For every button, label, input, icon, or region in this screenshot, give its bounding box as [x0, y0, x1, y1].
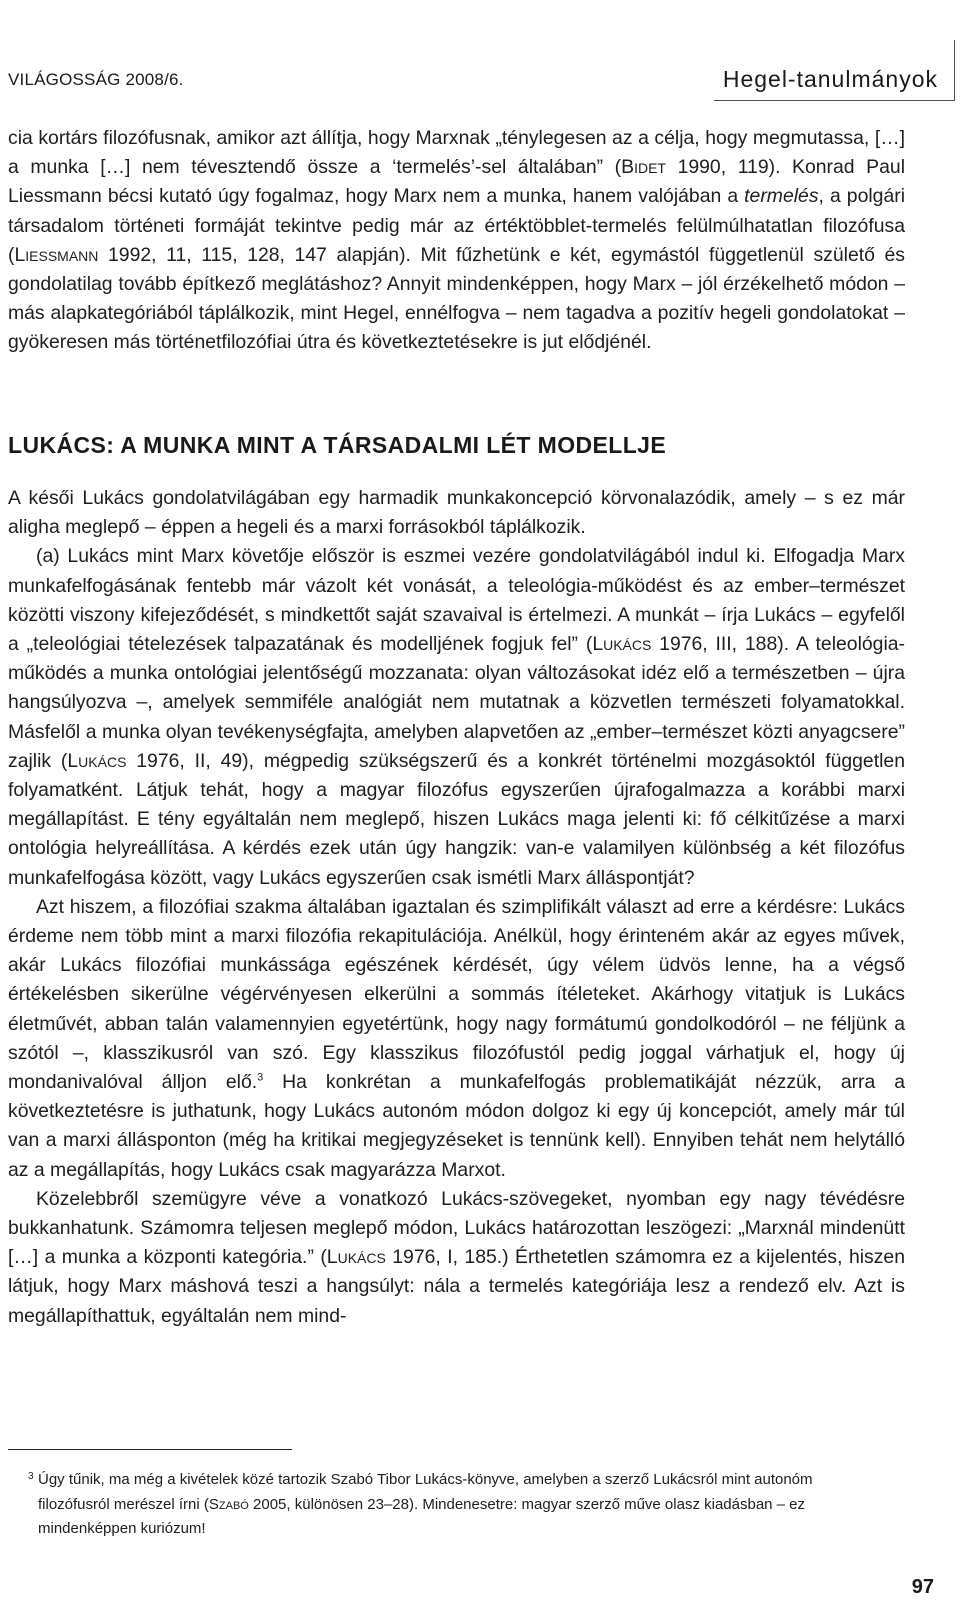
footnote-separator — [8, 1449, 292, 1450]
body-continuation — [8, 124, 905, 358]
footnote — [28, 1468, 888, 1542]
section-heading: LUKÁCS: A MUNKA MINT A TÁRSADALMI LÉT MODELLJE — [8, 432, 667, 458]
header-rule-vertical — [954, 40, 955, 100]
paragraph-intro: A késői Lukács gondolatvilágában egy harmadik munkakoncepció körvonalazódik, amely – s ez már aligha meglepő – éppen a hegeli és a marxi forrásokból táplálkozik. — [8, 487, 905, 539]
footnote-number: 3 — [28, 1471, 34, 1482]
text-run: Úgy tűnik, ma még a kivételek közé tartozik Szabó Tibor Lukács-könyve, amelyben a szerző Lukácsról mint autonóm filozófusról merészel írni ( — [38, 1471, 813, 1513]
text-run: , a polgári társadalom történeti formáját tekintve pedig már az értéktöbblet-termelés felülmúlhatatlan filozófusa ( — [8, 185, 906, 266]
citation-author-bidet: Bidet — [621, 156, 666, 179]
paragraph-lukacs-marx — [8, 542, 905, 892]
section-running-header: Hegel-tanulmányok — [722, 66, 938, 92]
text-run: 1976, III, 188). A teleológia-működés a munka ontológiai jelentőségű mozzanata: olyan változásokat idéz elő a természetben – újra hangsúlyozva –, amelyek semmiféle analógiát nem mutatnak a közvetlen természeti folyamatokkal. Másfelől a munka olyan tevékenységfajta, amelyben alapvetően az „ember–természet közti anyagcsere” zajlik ( — [8, 633, 905, 772]
paragraph-continuation — [8, 124, 905, 358]
text-run: Közelebbről szemügyre véve a vonatkozó Lukács-szövegeket, nyomban egy nagy tévédésre bukkanhatunk. Számomra teljesen meglepő módon, Lukács határozottan leszögezi: „Marxnál mindenütt […] a munka a központi kategória.” ( — [8, 1187, 905, 1269]
text-run: (a) Lukács mint Marx követője először is eszmei vezére gondolatvilágából indul ki. Elfogadja Marx munkafelfogásának fentebb már vázolt két vonását, a teleológia-működést és az ember–természet közötti viszony kifejeződését, s mindkettőt saját szavaival is értelmezi. A munkát – írja Lukács – egyfelől a „teleológiai tételezések talpazatának és modelljének fogjuk fel” ( — [8, 545, 905, 656]
journal-issue-header: VILÁGOSSÁG 2008/6. — [8, 70, 184, 89]
text-run: 1976, II, 49), mégpedig szükségszerű és a konkrét történelmi mozgásoktól független folyamatként. Látjuk tehát, hogy a magyar filozófus egyszerűen újrafogalmazza a korábbi marxi megállapítást. E tény egyáltalán nem meglepő, hiszen Lukács maga jelenti ki: fő célkitűzése a marxi ontológia helyreállítása. A kérdés ezek után úgy hangzik: van-e valamilyen különbség a két filozófus munkafelfogása között, vagy Lukács egyszerűen csak ismétli Marx álláspontját? — [8, 749, 905, 889]
text-run: cia kortárs filozófusnak, amikor azt állítja, hogy Marxnak „ténylegesen az a célja, hogy megmutassa, […] a munka […] nem tévesztendő össze a ‘termelés’-sel általában” ( — [8, 127, 905, 179]
text-run: Ha konkrétan a munkafelfogás problematikáját nézzük, arra a következtetésre is juthatunk, hogy Lukács autonóm módon dolgoz ki egy új koncepciót, amely már túl van a marxi állásponton (még ha kritikai megjegyzéseket is tennünk kell). Ennyiben tehát nem helytálló az a megállapítás, hogy Lukács csak magyarázza Marxot. — [8, 1071, 906, 1181]
citation-author-lukacs: Lukács — [592, 633, 652, 656]
section-body — [8, 484, 905, 1331]
footnote-reference[interactable]: 3 — [257, 1071, 264, 1084]
citation-author-lukacs: Lukács — [326, 1246, 386, 1269]
citation-author-lukacs: Lukács — [67, 749, 127, 772]
paragraph-central-category — [8, 1185, 905, 1331]
header-rule-horizontal — [714, 100, 955, 101]
text-run: 1990, 119). Konrad Paul Liessmann bécsi kutató úgy fogalmaz, hogy Marx nem a munka, hanem valójában a — [8, 156, 905, 208]
page-number: 97 — [911, 1576, 934, 1598]
text-run: 1976, I, 185.) Érthetetlen számomra ez a kijelentés, hiszen látjuk, hogy Marx máshová teszi a hangsúlyt: nála a termelés kategóriája lesz a rendező elv. Azt is megállapíthattuk, egyáltalán nem mind- — [8, 1246, 905, 1327]
footnote-text — [38, 1468, 888, 1542]
citation-author-szabo: Szabó — [208, 1495, 249, 1513]
paragraph-evaluation — [8, 893, 905, 1185]
text-run: 1992, 11, 115, 128, 147 alapján). Mit fűzhetünk e két, egymástól függetlenül születő és gondolatilag tovább építkező meglátáshoz? Annyit mindenképpen, hogy Marx – jól érzékelhető módon – más alapkategóriából táplálkozik, mint Hegel, ennélfogva – nem tagadva a pozitív hegeli gondolatokat – gyökeresen más történetfilozófiai útra és következtetésekre is jut elődjénél. — [8, 243, 905, 354]
citation-author-liessmann: Liessmann — [14, 243, 99, 266]
text-run: 2005, különösen 23–28). Mindenesetre: magyar szerző műve olasz kiadásban – ez mindenképpen kuriózum! — [38, 1495, 806, 1537]
text-run: Azt hiszem, a filozófiai szakma általában igaztalan és szimplifikált választ ad erre a kérdésre: Lukács érdeme nem több mint a marxi filozófia rekapitulációja. Anélkül, hogy érinteném akár az egyes művek, akár Lukács filozófiai munkássága egészének kérdését, úgy vélem üdvös lenne, ha a végső értékelésben sikerülne végérvényesen elkerülni a sommás ítéleteket. Akárhogy vitatjuk is Lukács életművét, abban talán valamennyien egyetértünk, hogy nagy formátumú gondolkodóról – ne féljünk a szótól –, klasszikusról van szó. Egy klasszikus filozófustól pedig joggal várhatjuk el, hogy új mondanivalóval álljon elő. — [8, 895, 905, 1094]
emphasis-termeles: termelés — [744, 185, 819, 208]
